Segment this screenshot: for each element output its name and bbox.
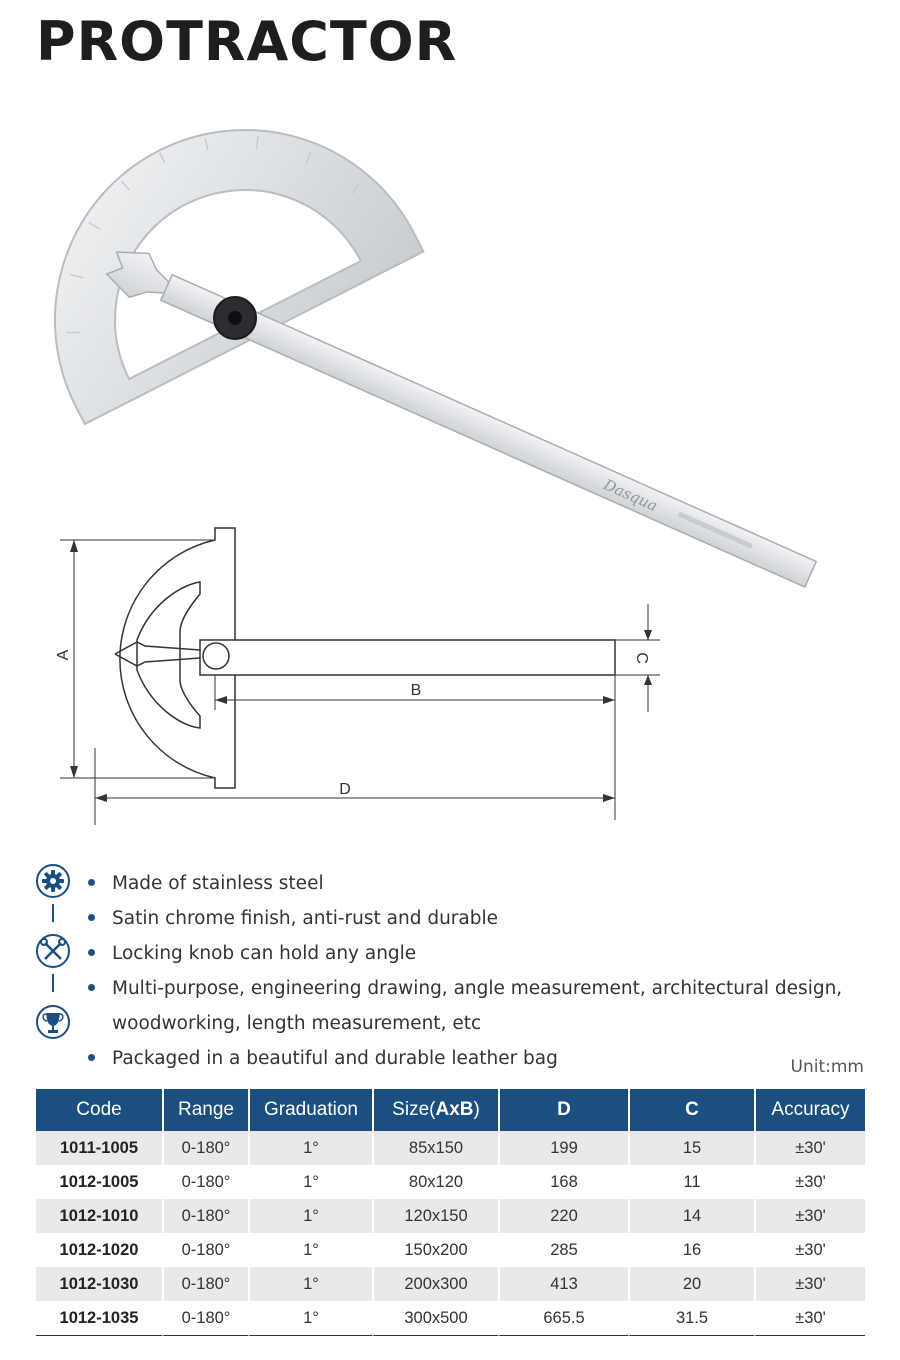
cell-graduation: 1° <box>248 1131 372 1165</box>
gear-icon <box>37 865 69 897</box>
header-d: D <box>498 1089 628 1131</box>
feature-icon-rail <box>34 860 74 1050</box>
cell-d: 168 <box>498 1165 628 1199</box>
cell-accuracy: ±30' <box>754 1233 865 1267</box>
cell-size: 80x120 <box>372 1165 498 1199</box>
table-row <box>36 1301 865 1336</box>
cell-accuracy: ±30' <box>754 1131 865 1165</box>
header-size-axb: AxB <box>435 1099 474 1120</box>
header-accuracy: Accuracy <box>754 1089 865 1131</box>
brand-engraving: Dasqua <box>600 475 661 515</box>
label-d: D <box>339 781 351 798</box>
cell-d: 285 <box>498 1233 628 1267</box>
cell-code: 1011-1005 <box>36 1131 162 1165</box>
table-row <box>36 1233 865 1267</box>
cell-code: 1012-1030 <box>36 1267 162 1301</box>
cell-graduation: 1° <box>248 1233 372 1267</box>
header-size <box>372 1089 498 1131</box>
cell-range: 0-180° <box>162 1165 248 1199</box>
cell-code: 1012-1020 <box>59 1240 139 1259</box>
header-graduation: Graduation <box>248 1089 372 1131</box>
cell-code: 1012-1005 <box>59 1172 139 1191</box>
cell-d: 665.5 <box>498 1301 628 1336</box>
cell-accuracy: ±30' <box>754 1301 865 1336</box>
label-b: B <box>410 682 422 699</box>
cell-size: 150x200 <box>372 1233 498 1267</box>
cell-c: 11 <box>628 1165 754 1199</box>
cell-code: 1012-1035 <box>36 1301 162 1336</box>
table-row <box>36 1199 865 1233</box>
cell-accuracy: ±30' <box>754 1267 865 1301</box>
cell-code: 1012-1010 <box>36 1199 162 1233</box>
cell-graduation: 1° <box>248 1301 372 1336</box>
feature-item: Locking knob can hold any angle <box>88 936 868 971</box>
header-range: Range <box>162 1089 248 1131</box>
tools-icon <box>37 935 69 967</box>
table-row <box>36 1165 865 1199</box>
feature-item: Packaged in a beautiful and durable leather bag <box>88 1041 868 1076</box>
header-size-prefix: Size( <box>392 1099 436 1120</box>
header-size-suffix: ) <box>473 1099 480 1120</box>
cell-size: 120x150 <box>372 1199 498 1233</box>
feature-item: Multi-purpose, engineering drawing, angle measurement, architectural design, woodworking, length measurement, etc <box>88 971 868 1041</box>
unit-label: Unit:mm <box>790 1057 864 1077</box>
cell-graduation: 1° <box>248 1165 372 1199</box>
header-code: Code <box>36 1089 162 1131</box>
header-c: C <box>628 1089 754 1131</box>
cell-graduation: 1° <box>248 1199 372 1233</box>
cell-size: 200x300 <box>372 1267 498 1301</box>
cell-c: 15 <box>628 1131 754 1165</box>
feature-list <box>88 866 868 1076</box>
technical-drawing <box>40 520 680 830</box>
cell-d: 220 <box>498 1199 628 1233</box>
table-row <box>36 1131 865 1165</box>
feature-item: Satin chrome finish, anti-rust and durable <box>88 901 868 936</box>
spec-table <box>36 1089 865 1336</box>
cell-d: 199 <box>498 1131 628 1165</box>
table-header-row <box>36 1089 865 1131</box>
cell-d: 413 <box>498 1267 628 1301</box>
page-title: PROTRACTOR <box>36 10 458 73</box>
label-a: A <box>55 649 72 661</box>
cell-c: 20 <box>628 1267 754 1301</box>
cell-size: 85x150 <box>372 1131 498 1165</box>
cell-c: 16 <box>628 1233 754 1267</box>
cell-size: 300x500 <box>372 1301 498 1336</box>
cell-accuracy: ±30' <box>754 1199 865 1233</box>
cell-graduation: 1° <box>248 1267 372 1301</box>
cell-range: 0-180° <box>162 1199 248 1233</box>
cell-c: 14 <box>628 1199 754 1233</box>
cell-range: 0-180° <box>162 1301 248 1336</box>
feature-item: Made of stainless steel <box>88 866 868 901</box>
table-row <box>36 1267 865 1301</box>
cell-accuracy: ±30' <box>754 1165 865 1199</box>
trophy-icon <box>37 1006 69 1038</box>
cell-range: 0-180° <box>162 1131 248 1165</box>
label-c: C <box>633 652 650 664</box>
cell-range: 0-180° <box>162 1233 248 1267</box>
cell-range: 0-180° <box>162 1267 248 1301</box>
cell-c: 31.5 <box>628 1301 754 1336</box>
